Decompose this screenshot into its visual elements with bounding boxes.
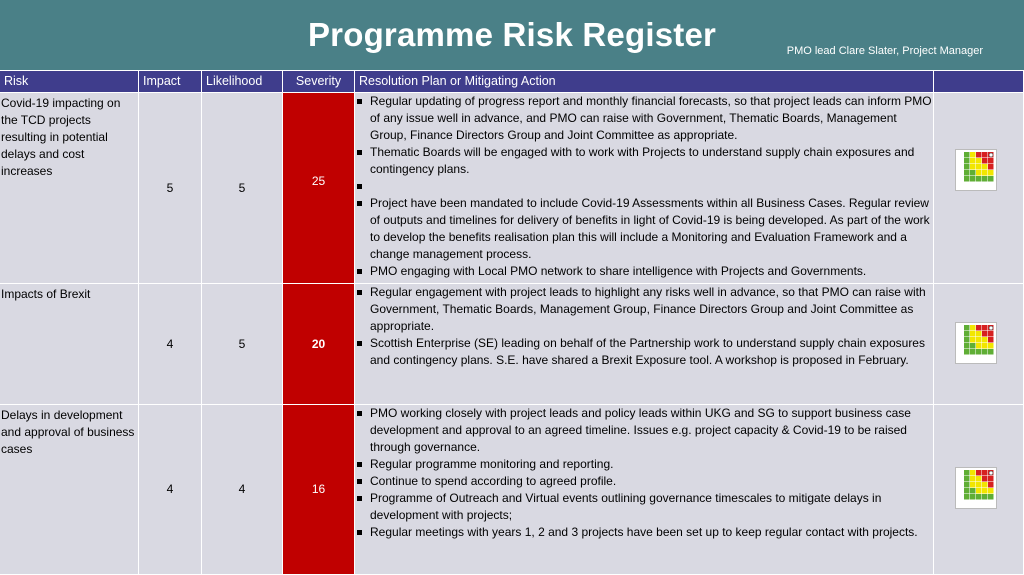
risk-matrix-icon — [955, 149, 997, 191]
risk-matrix-icon — [955, 467, 997, 509]
severity-cell: 25 — [283, 93, 355, 284]
page-title: Programme Risk Register — [307, 16, 717, 53]
likelihood-cell: 5 — [202, 284, 283, 405]
severity-cell: 16 — [283, 405, 355, 575]
column-header-resolution-plan: Resolution Plan or Mitigating Action — [355, 71, 934, 93]
matrix-cell — [934, 93, 1024, 284]
likelihood-cell: 4 — [202, 405, 283, 575]
action-item: Project have been mandated to include Covid-19 Assessments within all Business Cases. Regular review of outputs and timelines for delivery of benefits in light of Covid-19 is being developed. As part of the work to develop the benefits realisation plan this will include a Monitoring and Evaluation Framework and a change management process. — [355, 195, 933, 263]
matrix-cell — [934, 284, 1024, 405]
resolution-plan-cell — [355, 405, 934, 575]
action-item: PMO working closely with project leads and policy leads within UKG and SG to support business case development and approval to an agreed timeline. Issues e.g. project capacity & Covid-19 to be raised through governance. — [355, 405, 933, 456]
action-item: Regular engagement with project leads to highlight any risks well in advance, so that PMO can raise with Government, Thematic Boards, Management Group, Finance Directors Group and Joint Committee as appropriate. — [355, 284, 933, 335]
action-item: PMO engaging with Local PMO network to share intelligence with Projects and Governments. — [355, 263, 933, 280]
impact-cell: 4 — [139, 405, 202, 575]
action-item: Thematic Boards will be engaged with to work with Projects to understand supply chain exposures and contingency plans. — [355, 144, 933, 178]
action-list — [355, 405, 933, 541]
column-header-impact: Impact — [139, 71, 202, 93]
risk-register-table — [0, 71, 1024, 575]
severity-cell: 20 — [283, 284, 355, 405]
action-item: Programme of Outreach and Virtual events outlining governance timescales to mitigate delays in development with projects; — [355, 490, 933, 524]
action-list — [355, 284, 933, 369]
action-item: Regular programme monitoring and reporting. — [355, 456, 933, 473]
risk-cell: Covid-19 impacting on the TCD projects resulting in potential delays and cost increases — [0, 93, 139, 284]
action-item: Scottish Enterprise (SE) leading on behalf of the Partnership work to understand supply chain exposures and contingency plans. S.E. have shared a Brexit Exposure tool. A workshop is proposed in February. — [355, 335, 933, 369]
impact-cell: 5 — [139, 93, 202, 284]
column-header-risk: Risk — [0, 71, 139, 93]
resolution-plan-cell — [355, 284, 934, 405]
impact-cell: 4 — [139, 284, 202, 405]
column-header-severity: Severity — [283, 71, 355, 93]
likelihood-cell: 5 — [202, 93, 283, 284]
resolution-plan-cell — [355, 93, 934, 284]
risk-cell: Delays in development and approval of business cases — [0, 405, 139, 575]
action-item: Regular meetings with years 1, 2 and 3 projects have been set up to keep regular contact with projects. — [355, 524, 933, 541]
risk-cell: Impacts of Brexit — [0, 284, 139, 405]
action-item: Regular updating of progress report and monthly financial forecasts, so that project leads can inform PMO of any issue well in advance, and PMO can raise with Government, Thematic Boards, Management Group, Finance Directors Group and Joint Committee as appropriate. — [355, 93, 933, 144]
column-header-likelihood: Likelihood — [202, 71, 283, 93]
matrix-cell — [934, 405, 1024, 575]
action-item: Continue to spend according to agreed profile. — [355, 473, 933, 490]
action-list — [355, 93, 933, 280]
column-header-matrix — [934, 71, 1024, 93]
risk-matrix-icon — [955, 322, 997, 364]
title-banner — [0, 0, 1024, 70]
page-subtitle: PMO lead Clare Slater, Project Manager — [786, 45, 983, 57]
